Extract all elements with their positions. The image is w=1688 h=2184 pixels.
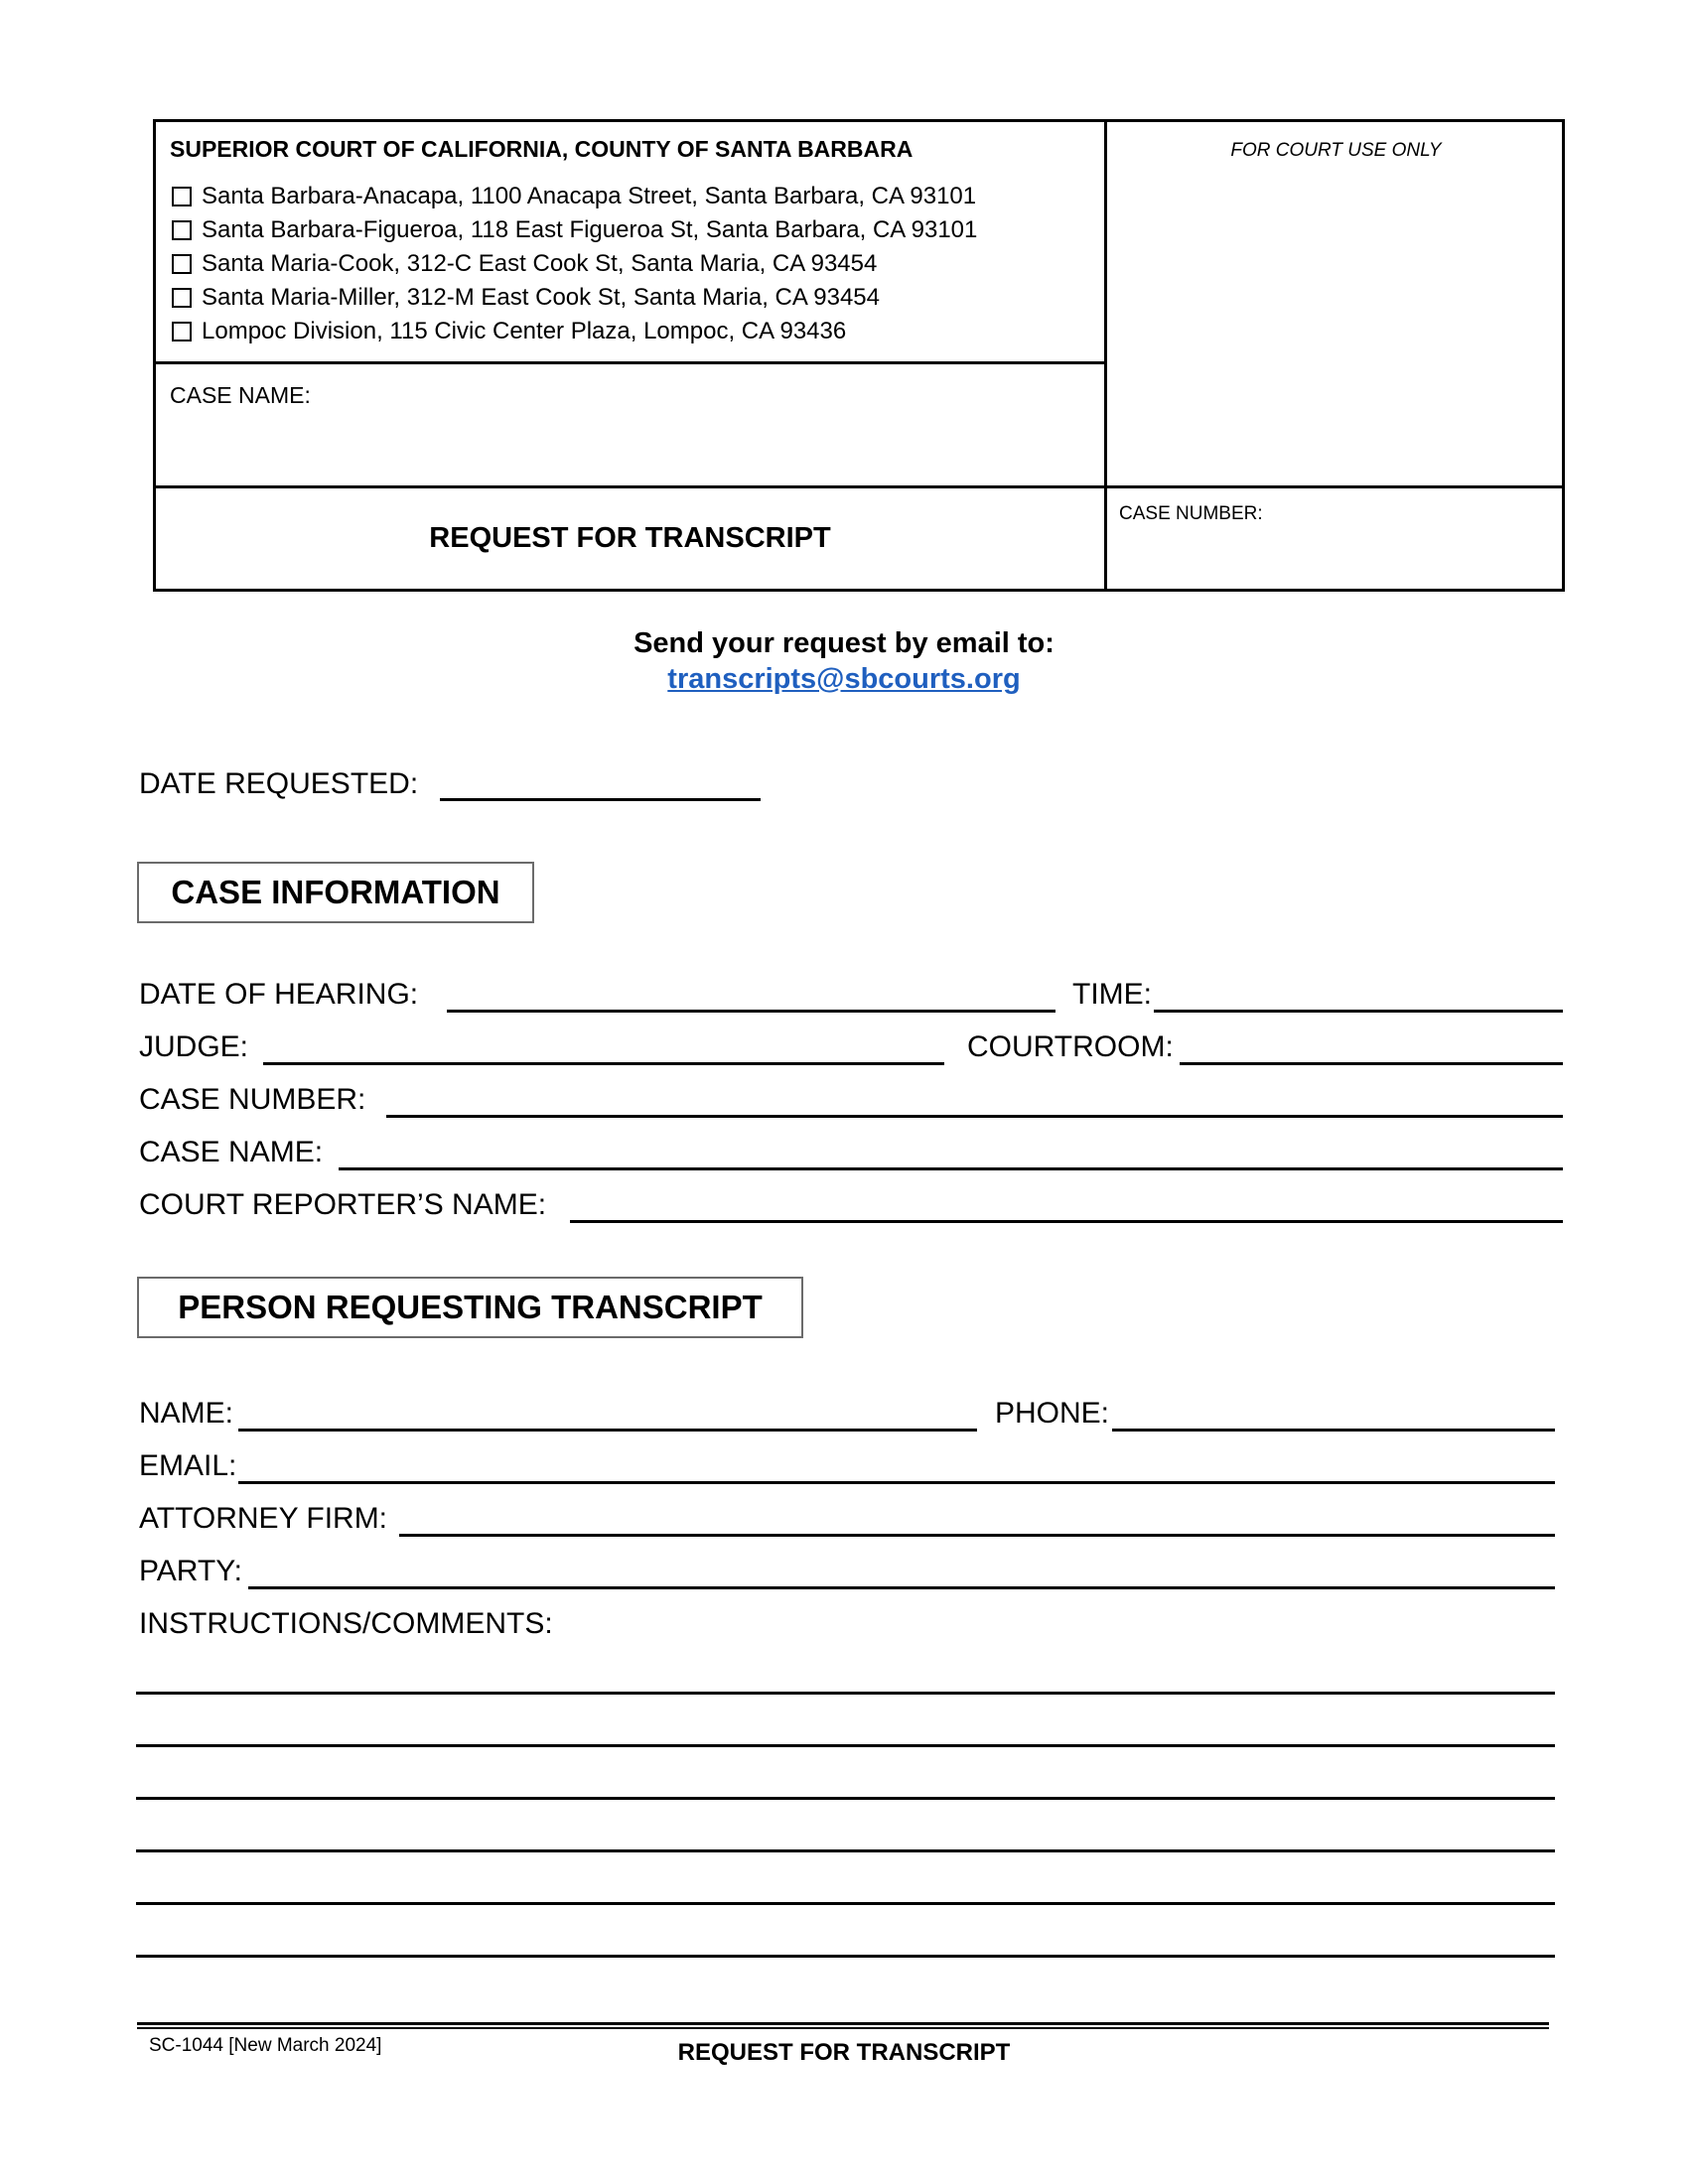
name-label: NAME: bbox=[139, 1397, 234, 1430]
court-location-label: Santa Maria-Cook, 312-C East Cook St, Santa Maria, CA 93454 bbox=[202, 250, 878, 277]
courtroom-label: COURTROOM: bbox=[967, 1030, 1174, 1063]
form-title: REQUEST FOR TRANSCRIPT bbox=[429, 522, 831, 554]
case-name-label: CASE NAME: bbox=[139, 1136, 324, 1168]
comments-line[interactable] bbox=[136, 1744, 1555, 1747]
party-field[interactable] bbox=[248, 1586, 1555, 1589]
comments-line[interactable] bbox=[136, 1692, 1555, 1695]
person-requesting-heading: PERSON REQUESTING TRANSCRIPT bbox=[137, 1277, 803, 1338]
party-label: PARTY: bbox=[139, 1555, 242, 1587]
comments-line[interactable] bbox=[136, 1849, 1555, 1852]
phone-field[interactable] bbox=[1112, 1429, 1555, 1432]
email-field[interactable] bbox=[238, 1481, 1555, 1484]
attorney-firm-label: ATTORNEY FIRM: bbox=[139, 1502, 388, 1535]
header-divider-case-name bbox=[156, 361, 1107, 364]
date-requested-field[interactable] bbox=[440, 798, 761, 801]
checkbox-icon[interactable] bbox=[172, 187, 192, 206]
form-header-box bbox=[153, 119, 1565, 592]
court-location-option[interactable] bbox=[172, 315, 977, 348]
footer-rule bbox=[137, 2027, 1549, 2029]
courtroom-field[interactable] bbox=[1180, 1062, 1563, 1065]
comments-line[interactable] bbox=[136, 1902, 1555, 1905]
case-information-heading: CASE INFORMATION bbox=[137, 862, 534, 923]
case-name-field[interactable] bbox=[339, 1167, 1563, 1170]
court-reporter-name-field[interactable] bbox=[570, 1220, 1563, 1223]
court-reporter-name-label: COURT REPORTER’S NAME: bbox=[139, 1188, 547, 1221]
date-of-hearing-label: DATE OF HEARING: bbox=[139, 978, 419, 1011]
header-divider-vertical bbox=[1104, 122, 1107, 589]
court-location-option[interactable] bbox=[172, 247, 977, 281]
case-number-field[interactable] bbox=[386, 1115, 1563, 1118]
case-number-label: CASE NUMBER: bbox=[139, 1083, 366, 1116]
send-request-label: Send your request by email to: bbox=[633, 627, 1055, 659]
attorney-firm-field[interactable] bbox=[399, 1534, 1555, 1537]
checkbox-icon[interactable] bbox=[172, 254, 192, 274]
time-label: TIME: bbox=[1072, 978, 1152, 1011]
checkbox-icon[interactable] bbox=[172, 288, 192, 308]
name-field[interactable] bbox=[238, 1429, 977, 1432]
time-field[interactable] bbox=[1154, 1010, 1563, 1013]
court-location-label: Santa Barbara-Anacapa, 1100 Anacapa Street, Santa Barbara, CA 93101 bbox=[202, 183, 977, 209]
comments-line[interactable] bbox=[136, 1797, 1555, 1800]
instructions-comments-label: INSTRUCTIONS/COMMENTS: bbox=[139, 1607, 553, 1640]
checkbox-icon[interactable] bbox=[172, 322, 192, 341]
court-location-option[interactable] bbox=[172, 180, 977, 213]
court-title: SUPERIOR COURT OF CALIFORNIA, COUNTY OF SANTA BARBARA bbox=[170, 136, 914, 162]
checkbox-icon[interactable] bbox=[172, 220, 192, 240]
court-location-list bbox=[172, 180, 977, 348]
court-location-label: Santa Barbara-Figueroa, 118 East Figueroa St, Santa Barbara, CA 93101 bbox=[202, 216, 978, 243]
footer-rule bbox=[137, 2022, 1549, 2025]
court-location-label: Santa Maria-Miller, 312-M East Cook St, Santa Maria, CA 93454 bbox=[202, 284, 880, 311]
court-location-option[interactable] bbox=[172, 281, 977, 315]
header-case-number-label: CASE NUMBER: bbox=[1119, 503, 1263, 524]
date-of-hearing-field[interactable] bbox=[447, 1010, 1055, 1013]
send-email-wrap bbox=[0, 663, 1688, 696]
date-requested-label: DATE REQUESTED: bbox=[139, 767, 419, 800]
judge-label: JUDGE: bbox=[139, 1030, 249, 1063]
court-location-label: Lompoc Division, 115 Civic Center Plaza, Lompoc, CA 93436 bbox=[202, 318, 847, 344]
footer-title: REQUEST FOR TRANSCRIPT bbox=[677, 2039, 1011, 2066]
header-case-name-label: CASE NAME: bbox=[170, 382, 311, 408]
comments-line[interactable] bbox=[136, 1955, 1555, 1958]
court-location-option[interactable] bbox=[172, 213, 977, 247]
form-code: SC-1044 [New March 2024] bbox=[149, 2035, 382, 2056]
email-label: EMAIL: bbox=[139, 1449, 237, 1482]
transcripts-email-link[interactable]: transcripts@sbcourts.org bbox=[667, 663, 1021, 695]
judge-field[interactable] bbox=[263, 1062, 944, 1065]
phone-label: PHONE: bbox=[995, 1397, 1110, 1430]
court-use-only-label: FOR COURT USE ONLY bbox=[1230, 140, 1442, 161]
